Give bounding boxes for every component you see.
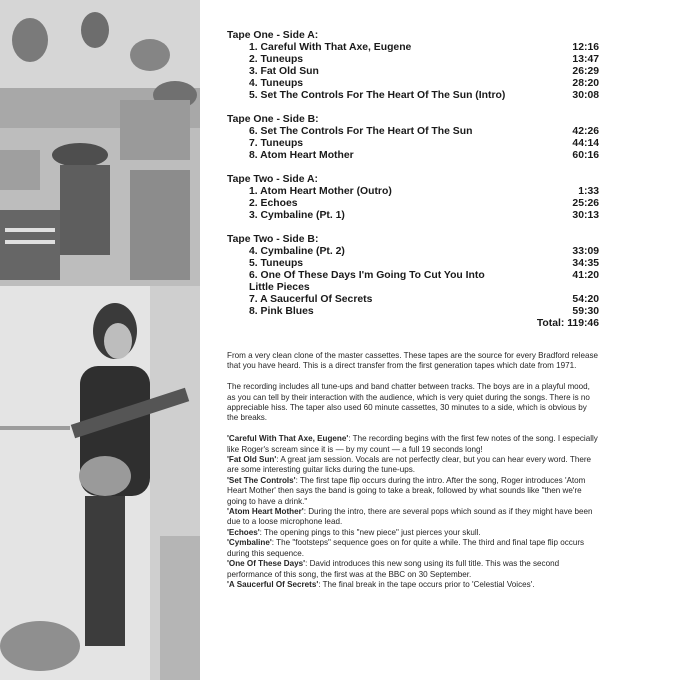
track-row xyxy=(227,66,599,78)
track-time: 44:14 xyxy=(572,138,599,149)
track-comment-title: 'Echoes' xyxy=(227,527,260,537)
track-title: 8. Atom Heart Mother xyxy=(249,150,354,161)
track-comment xyxy=(227,455,599,476)
track-time: 42:26 xyxy=(572,126,599,137)
section-title: Tape One - Side B: xyxy=(227,114,319,125)
track-comment-title: 'One Of These Days' xyxy=(227,559,306,569)
track-time: 25:26 xyxy=(572,198,599,209)
track-row xyxy=(227,78,599,90)
track-row xyxy=(227,126,599,138)
track-title: 3. Cymbaline (Pt. 1) xyxy=(249,210,345,221)
track-title: 6. One Of These Days I'm Going To Cut You Into Little Pieces xyxy=(249,270,485,293)
track-title: 2. Tuneups xyxy=(249,54,304,65)
track-row xyxy=(227,306,599,318)
track-title: 1. Atom Heart Mother (Outro) xyxy=(249,186,392,197)
track-listing xyxy=(227,30,599,330)
bassist-photo xyxy=(0,286,200,680)
section-title: Tape Two - Side B: xyxy=(227,234,319,245)
track-row xyxy=(227,270,599,294)
track-time: 60:16 xyxy=(572,150,599,161)
track-row xyxy=(227,258,599,270)
track-comment xyxy=(227,434,599,455)
track-title: 8. Pink Blues xyxy=(249,306,314,317)
section-title: Tape One - Side A: xyxy=(227,30,319,41)
track-time: 30:08 xyxy=(572,90,599,101)
track-row xyxy=(227,138,599,150)
track-comment-title: 'Set The Controls' xyxy=(227,475,296,485)
track-title: 5. Set The Controls For The Heart Of The Sun (Intro) xyxy=(249,90,506,101)
band-stage-photo xyxy=(0,0,200,286)
track-comment-title: 'Careful With That Axe, Eugene' xyxy=(227,434,349,444)
track-time: 13:47 xyxy=(572,54,599,65)
bassist-photo-image xyxy=(0,286,200,680)
track-comment xyxy=(227,559,599,580)
liner-notes xyxy=(227,351,599,590)
track-comment xyxy=(227,538,599,559)
track-row xyxy=(227,210,599,222)
tape-section xyxy=(227,114,599,162)
track-row xyxy=(227,294,599,306)
track-comment-text: : During the intro, there are several pops which sound as if they might have been due to a loose microphone lead. xyxy=(227,507,593,527)
track-comments xyxy=(227,434,599,590)
track-row xyxy=(227,42,599,54)
track-time: 28:20 xyxy=(572,78,599,89)
track-row xyxy=(227,54,599,66)
band-stage-photo-image xyxy=(0,0,200,286)
track-title: 7. A Saucerful Of Secrets xyxy=(249,294,373,305)
track-time: 59:30 xyxy=(572,306,599,317)
track-comment-text: : David introduces this new song using its full title. This was the second performance of this song, the first was at the BBC on 30 September. xyxy=(227,559,560,579)
track-title: 5. Tuneups xyxy=(249,258,304,269)
track-row xyxy=(227,90,599,102)
track-row xyxy=(227,150,599,162)
track-time: 30:13 xyxy=(572,210,599,221)
tape-section xyxy=(227,234,599,318)
tape-section xyxy=(227,174,599,222)
track-row xyxy=(227,186,599,198)
tape-section xyxy=(227,30,599,102)
track-row xyxy=(227,246,599,258)
track-comment-title: 'A Saucerful Of Secrets' xyxy=(227,579,319,589)
track-time: 33:09 xyxy=(572,246,599,257)
track-comment-text: : A great jam session. Vocals are not perfectly clear, but you can hear every word. There are some interesting guitar licks during the tune-ups. xyxy=(227,455,592,475)
track-time: 34:35 xyxy=(572,258,599,269)
track-title: 4. Cymbaline (Pt. 2) xyxy=(249,246,345,257)
track-title: 2. Echoes xyxy=(249,198,298,209)
section-title: Tape Two - Side A: xyxy=(227,174,319,185)
track-time: 12:16 xyxy=(572,42,599,53)
track-comment xyxy=(227,528,599,538)
track-title: 1. Careful With That Axe, Eugene xyxy=(249,42,412,53)
track-time: 1:33 xyxy=(578,186,599,197)
track-comment xyxy=(227,507,599,528)
track-title: 7. Tuneups xyxy=(249,138,304,149)
track-comment-title: 'Fat Old Sun' xyxy=(227,455,277,465)
track-comment-text: : The "footsteps" sequence goes on for quite a while. The third and final tape flip occurs during this sequence. xyxy=(227,538,585,558)
track-comment-title: 'Atom Heart Mother' xyxy=(227,507,304,517)
track-title: 4. Tuneups xyxy=(249,78,304,89)
track-comment-text: : The opening pings to this "new piece" just pierces your skull. xyxy=(259,527,481,537)
track-comment-text: : The first tape flip occurs during the intro. After the song, Roger introduces 'Atom Heart Mother' then says the band is going to take a break, followed by what sounds like "then we're going to have a drink." xyxy=(227,475,586,506)
track-comment xyxy=(227,580,599,590)
track-comment-text: : The recording begins with the first few notes of the song. I especially like Roger's scream since it is — by my count — a full 19 seconds long! xyxy=(227,434,598,454)
notes-paragraph-source: From a very clean clone of the master cassettes. These tapes are the source for every Bradford release that you have heard. This is a direct transfer from the first generation tapes which date from 1971. xyxy=(227,351,598,371)
track-title: 3. Fat Old Sun xyxy=(249,66,319,77)
track-time: 54:20 xyxy=(572,294,599,305)
track-time: 41:20 xyxy=(572,270,599,281)
track-time: 26:29 xyxy=(572,66,599,77)
track-row xyxy=(227,198,599,210)
track-comment-title: 'Cymbaline' xyxy=(227,538,272,548)
total-time: Total: 119:46 xyxy=(536,318,599,329)
track-title: 6. Set The Controls For The Heart Of The Sun xyxy=(249,126,473,137)
track-comment-text: : The final break in the tape occurs prior to 'Celestial Voices'. xyxy=(318,579,535,589)
track-comment xyxy=(227,476,599,507)
notes-paragraph-recording: The recording includes all tune-ups and band chatter between tracks. The boys are in a playful mood, as you can tell by their interaction with the audience, which is very quiet during the songs. There is no appreciable hiss. The taper also used 60 minute cassettes, 30 minutes to a side, which is obvious by the breaks. xyxy=(227,382,590,423)
